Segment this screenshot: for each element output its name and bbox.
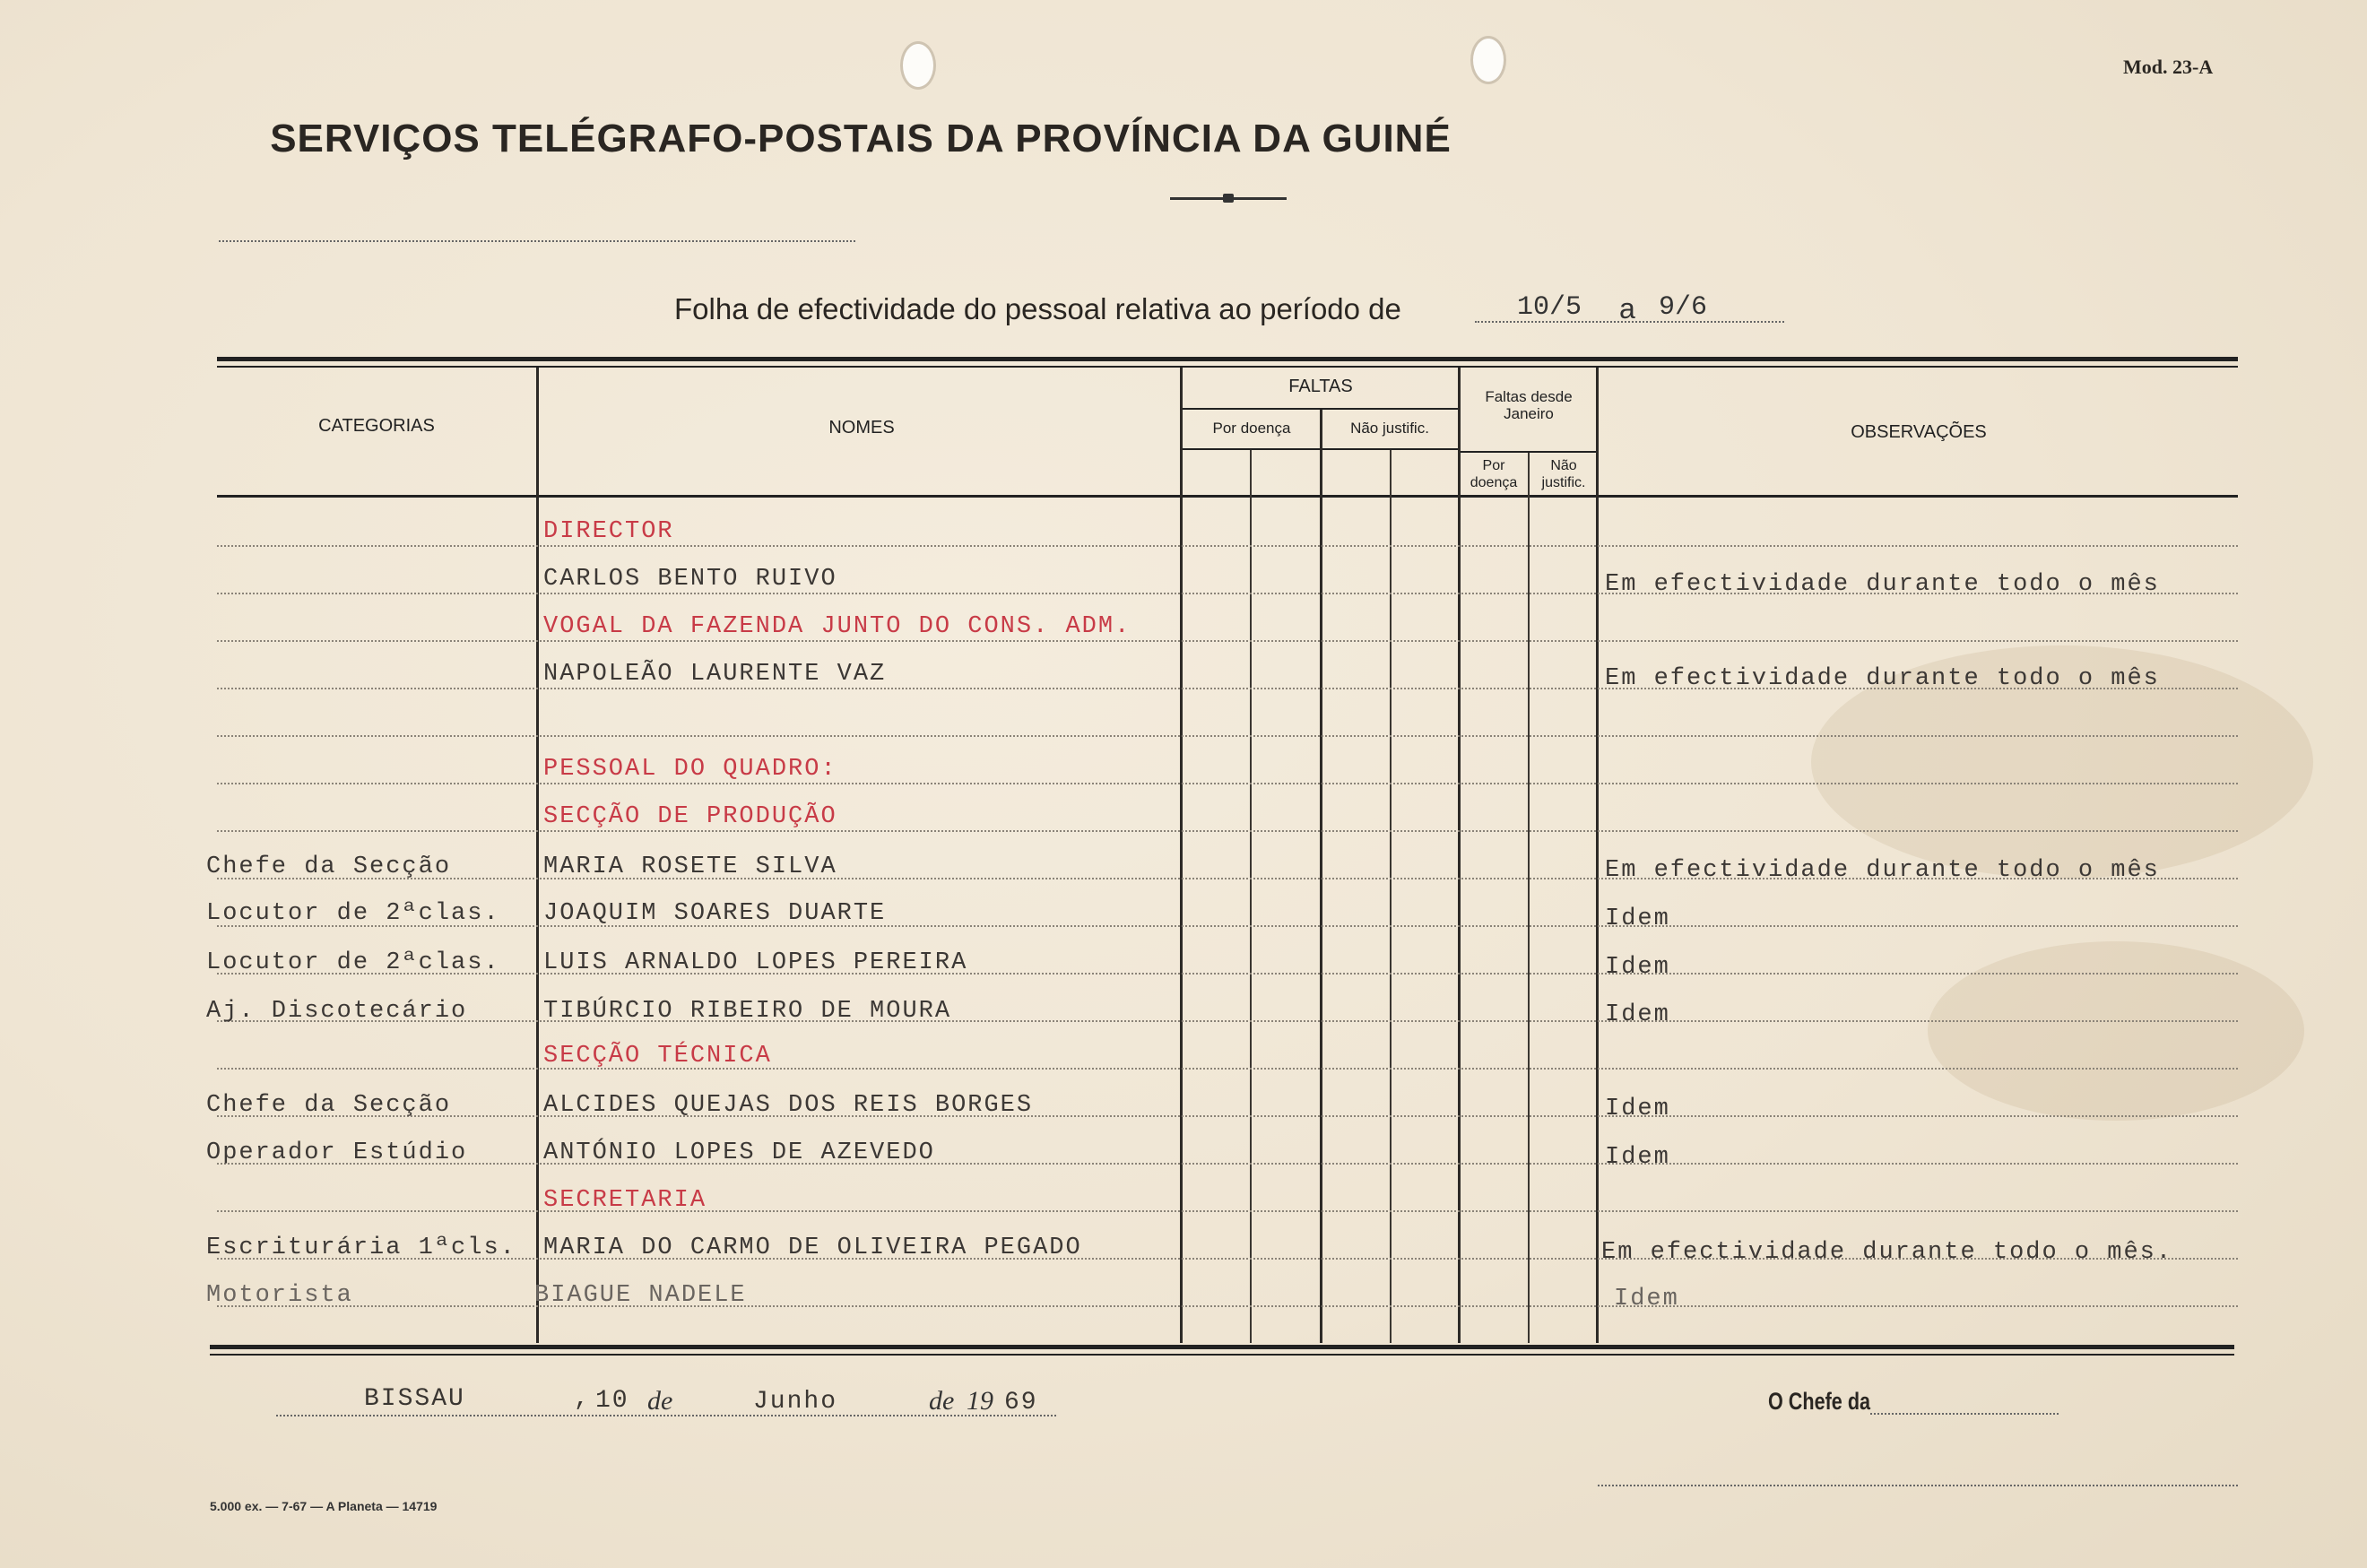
footer-year: 69 <box>1004 1389 1038 1416</box>
period-to: 9/6 <box>1659 292 1708 323</box>
row-observacao: Em efectividade durante todo o mês <box>1605 857 2160 884</box>
row-rule <box>217 1068 2238 1070</box>
chefe-label: O Chefe da <box>1768 1388 1871 1415</box>
table-bottom-rule-thin <box>210 1354 2234 1356</box>
col-divider-naojust <box>1390 450 1392 1343</box>
header-observacoes: OBSERVAÇÕES <box>1851 422 1987 442</box>
period-separator: a <box>1619 292 1635 325</box>
department-line <box>219 240 855 242</box>
row-rule <box>217 783 2238 784</box>
row-nome: MARIA DO CARMO DE OLIVEIRA PEGADO <box>543 1234 1082 1261</box>
row-nome: TIBÚRCIO RIBEIRO DE MOURA <box>543 998 952 1025</box>
row-observacao: Idem <box>1614 1286 1679 1312</box>
header-nomes: NOMES <box>828 418 895 437</box>
footer-day-prefix: , <box>574 1385 591 1413</box>
footer-month: Junho <box>753 1388 838 1416</box>
row-nome: NAPOLEÃO LAURENTE VAZ <box>543 661 887 688</box>
col-divider-janeiro <box>1458 368 1461 1343</box>
table-top-rule-thin <box>217 366 2238 368</box>
row-rule <box>217 1305 2238 1307</box>
row-rule <box>217 1163 2238 1165</box>
header-categorias: CATEGORIAS <box>318 416 435 436</box>
row-categoria: Chefe da Secção <box>206 853 452 880</box>
footer-de-label-2: de <box>929 1386 955 1416</box>
form-title: SERVIÇOS TELÉGRAFO-POSTAIS DA PROVÍNCIA DA GUINÉ <box>270 117 1452 160</box>
row-nome: SECÇÃO DE PRODUÇÃO <box>543 803 837 830</box>
header-faltas-desde-janeiro: Faltas desde Janeiro <box>1485 388 1573 422</box>
col-divider-nomes <box>1180 368 1183 1343</box>
row-nome: BIAGUE NADELE <box>534 1282 747 1309</box>
header-ano-nao-justific: Não justific. <box>1541 458 1586 490</box>
row-nome: ANTÓNIO LOPES DE AZEVEDO <box>543 1139 935 1166</box>
row-observacao: Em efectividade durante todo o mês <box>1605 571 2160 598</box>
row-categoria: Motorista <box>206 1282 353 1309</box>
col-divider-observacoes <box>1596 368 1599 1343</box>
title-ornament-dot <box>1223 194 1234 203</box>
punch-hole <box>900 41 936 90</box>
row-observacao: Idem <box>1605 905 1670 932</box>
row-rule <box>217 1115 2238 1117</box>
row-categoria: Locutor de 2ªclas. <box>206 900 500 927</box>
row-observacao: Idem <box>1605 1144 1670 1171</box>
row-observacao: Em efectividade durante todo o mês. <box>1601 1239 2173 1266</box>
row-observacao: Em efectividade durante todo o mês <box>1605 665 2160 692</box>
row-nome: SECRETARIA <box>543 1187 707 1214</box>
header-bottom-rule <box>217 495 2238 498</box>
chefe-line <box>1870 1413 2059 1415</box>
row-rule <box>217 1210 2238 1212</box>
row-observacao: Idem <box>1605 1096 1670 1122</box>
period-from: 10/5 <box>1517 292 1582 323</box>
col-divider-doenca <box>1250 450 1252 1343</box>
row-nome: PESSOAL DO QUADRO: <box>543 756 837 783</box>
row-nome: CARLOS BENTO RUIVO <box>543 566 837 593</box>
row-rule <box>217 735 2238 737</box>
row-nome: MARIA ROSETE SILVA <box>543 853 837 880</box>
header-nao-justific: Não justific. <box>1350 420 1429 437</box>
row-categoria: Operador Estúdio <box>206 1139 468 1166</box>
signature-line <box>1598 1485 2238 1486</box>
row-rule <box>217 973 2238 975</box>
table-bottom-rule <box>210 1345 2234 1349</box>
printer-imprint: 5.000 ex. — 7-67 — A Planeta — 14719 <box>210 1499 438 1513</box>
header-por-doenca: Por doença <box>1212 420 1291 437</box>
row-rule <box>217 1020 2238 1022</box>
row-observacao: Idem <box>1605 1001 1670 1028</box>
col-divider-categorias <box>536 368 539 1343</box>
header-faltas: FALTAS <box>1288 377 1353 396</box>
row-nome: DIRECTOR <box>543 518 674 545</box>
row-categoria: Escriturária 1ªcls. <box>206 1234 516 1261</box>
row-categoria: Chefe da Secção <box>206 1092 452 1119</box>
header-ano-por-doenca: Por doença <box>1470 458 1518 490</box>
form-code: Mod. 23-A <box>2123 56 2214 78</box>
row-rule <box>217 830 2238 832</box>
period-label: Folha de efectividade do pessoal relativa ao período de <box>674 292 1401 325</box>
footer-year-prefix: 19 <box>967 1386 993 1416</box>
footer-place: BISSAU <box>364 1385 465 1413</box>
table-top-rule <box>217 357 2238 361</box>
row-categoria: Locutor de 2ªclas. <box>206 949 500 976</box>
row-nome: SECÇÃO TÉCNICA <box>543 1043 772 1070</box>
row-categoria: Aj. Discotecário <box>206 998 468 1025</box>
row-rule <box>217 925 2238 927</box>
footer-de-label: de <box>647 1386 673 1416</box>
paper-stain <box>1928 941 2304 1121</box>
col-divider-faltas <box>1320 410 1322 1343</box>
row-nome: VOGAL DA FAZENDA JUNTO DO CONS. ADM. <box>543 613 1131 640</box>
footer-day: 10 <box>595 1387 629 1415</box>
punch-hole <box>1470 36 1506 84</box>
row-observacao: Idem <box>1605 954 1670 981</box>
row-rule <box>217 545 2238 547</box>
row-nome: LUIS ARNALDO LOPES PEREIRA <box>543 949 968 976</box>
row-nome: JOAQUIM SOARES DUARTE <box>543 900 887 927</box>
row-rule <box>217 640 2238 642</box>
row-nome: ALCIDES QUEJAS DOS REIS BORGES <box>543 1092 1034 1119</box>
